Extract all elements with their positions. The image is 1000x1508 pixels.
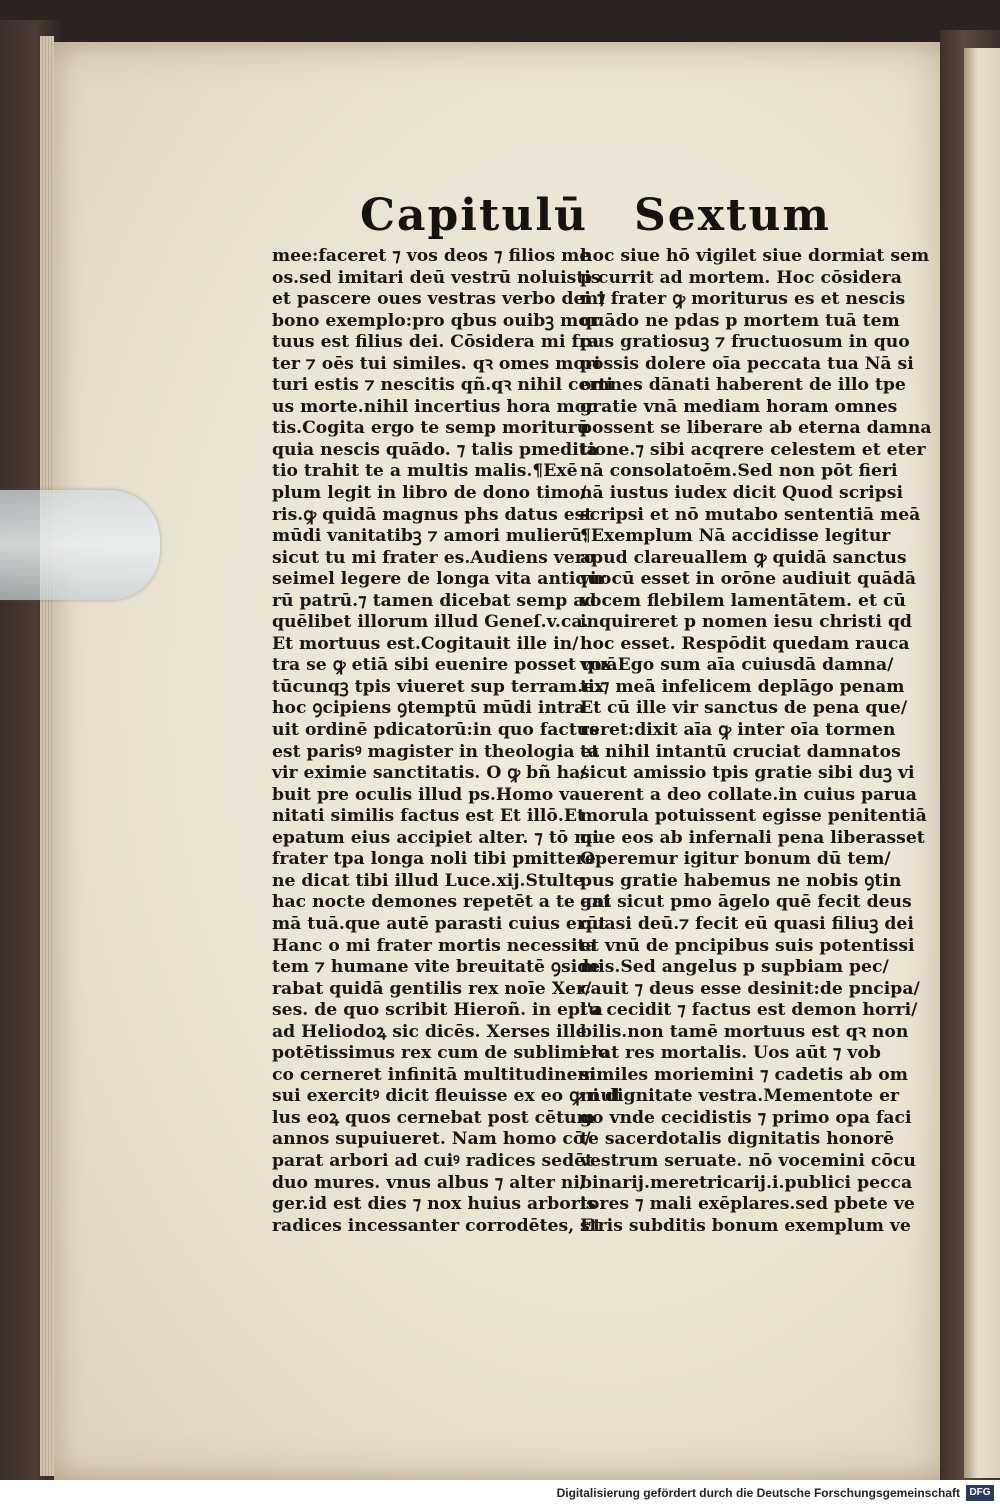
text-line: hac nocte demones repetēt a te ani: [272, 892, 611, 913]
text-line: sicut amissio tpis gratie sibi duꝫ vi: [580, 763, 915, 784]
text-line: annos supuiueret. Nam homo cō/: [272, 1129, 591, 1150]
chapter-heading: [360, 190, 831, 241]
text-line: os.sed imitari deū vestrū noluistis: [272, 267, 601, 288]
text-line: te sacerdotalis dignitatis honorē: [580, 1129, 895, 1150]
text-line: lus eoꝝ quos cernebat post cētum: [272, 1107, 595, 1128]
text-line: vir cū esset in orōne audiuit quādā: [580, 569, 916, 590]
text-line: radices incessanter corrodētes, Et: [272, 1215, 602, 1236]
text-line: buit pre oculis illud ps.Homo va: [272, 784, 581, 805]
text-line: tūcunqꝫ tpis viueret sup terram.ex: [272, 676, 605, 697]
text-line: tra se ꝙ etiā sibi euenire posset quā: [272, 655, 618, 676]
text-line: quēlibet illorum illud Geneſ.v.ca.: [272, 612, 589, 633]
text-line: pus gratie habemus ne nobis ꝯtin: [580, 870, 902, 891]
text-line: rabat quidā gentilis rex noīe Xer/: [272, 978, 592, 999]
text-line: omnes dānati haberent de illo tpe: [580, 375, 906, 396]
text-line: et pascere oues vestras verbo dei ⁊: [272, 289, 606, 310]
text-line: frater tpa longa noli tibi pmittere: [272, 849, 596, 870]
text-line: ris.ꝙ quidā magnus phs datus est: [272, 504, 593, 525]
text-line: tio trahit te a multis malis.¶Exē: [272, 461, 578, 482]
text-line: tu cecidit ⁊ factus est demon horri/: [580, 1000, 918, 1021]
text-line: sicut tu mi frater es.Audiens vero: [272, 547, 596, 568]
text-line: quia nescis quādo. ⁊ talis pmedita: [272, 439, 598, 460]
text-line: mūdi vanitatibꝫ ⁊ amori mulierū:: [272, 526, 589, 547]
text-line: epatum eius accipiet alter. ⁊ tō mi: [272, 827, 599, 848]
text-line: vir eximie sanctitatis. O ꝙ bñ ha/: [272, 763, 587, 784]
text-line: tores ⁊ mali exēplares.sed pbete ve: [580, 1194, 915, 1215]
left-text-column: [272, 246, 620, 1237]
text-line: sui exercitꝰ dicit fleuisse ex eo ꝙ nul: [272, 1086, 620, 1107]
text-line: ¶Exemplum Nā accidisse legitur: [580, 526, 891, 547]
text-line: mis.Sed angelus p supbiam pec/: [580, 957, 889, 978]
text-line: nitati similis factus est Et illō.Et: [272, 806, 585, 827]
dfg-logo: DFG: [966, 1485, 994, 1501]
text-line: uerent a deo collate.in cuius parua: [580, 784, 917, 805]
heading-word-2: Sextum: [634, 190, 831, 241]
text-line: uit ordinē pdicatorū:in quo factus: [272, 720, 599, 741]
glass-page-clip: [0, 490, 160, 600]
text-line: Operemur igitur bonum dū tem/: [580, 849, 891, 870]
text-line: co cerneret infinitā multitudinem: [272, 1064, 596, 1085]
text-line: turi estis ⁊ nescitis qñ.qꝛ nihil certi: [272, 375, 613, 396]
text-line: quasi deū.⁊ fecit eū quasi filiuꝫ dei: [580, 913, 914, 934]
text-line: parat arbori ad cuiꝰ radices sedēt: [272, 1150, 593, 1171]
text-line: us morte.nihil incertius hora mor: [272, 396, 596, 417]
text-line: p currit ad mortem. Hoc cōsidera: [580, 267, 902, 288]
text-line: hoc siue hō vigilet siue dormiat sem: [580, 246, 930, 266]
text-line: ter ⁊ oēs tui similes. qꝛ omes mori: [272, 353, 601, 374]
text-line: possis dolere oīa peccata tua Nā si: [580, 353, 914, 374]
text-line: morula potuissent egisse penitentiā: [580, 806, 927, 827]
text-line: rū patrū.⁊ tamen dicebat semp ad: [272, 590, 597, 611]
text-line: est parisꝰ magister in theologia et: [272, 741, 600, 762]
text-line: tione.⁊ sibi acqrere celestem et eter: [580, 439, 926, 460]
text-line: mi frater ꝙ moriturus es et nescis: [580, 289, 906, 310]
text-line: stris subditis bonum exemplum ve: [580, 1215, 911, 1236]
text-line: ne dicat tibi illud Luce.xij.Stulte: [272, 870, 584, 891]
text-line: tem ⁊ humane vite breuitatē ꝯside: [272, 957, 601, 978]
page-stack-edge: [40, 36, 54, 1476]
text-line: binarij.meretricarij.i.publici pecca: [580, 1172, 913, 1193]
heading-word-1: Capitulū: [360, 190, 589, 241]
text-line: ses. de quo scribit Hieroñ. in epl'a: [272, 1000, 603, 1021]
text-line: ti:⁊ meā infelicem deplāgo penam: [580, 676, 905, 697]
text-line: pus gratiosuꝫ ⁊ fructuosum in quo: [580, 332, 910, 353]
text-line: nā consolatoēm.Sed non pōt fieri: [580, 461, 898, 482]
text-line: ni dignitate vestra.Mementote er: [580, 1086, 900, 1107]
text-line: plum legit in libro de dono timo/: [272, 483, 587, 504]
text-line: reret:dixit aīa ꝙ inter oīa tormen: [580, 720, 896, 741]
text-line: ad Heliodoꝝ sic dicēs. Xerses ille: [272, 1021, 587, 1042]
right-text-column: [580, 246, 932, 1237]
text-line: erat res mortalis. Uos aūt ⁊ vob: [580, 1043, 881, 1064]
text-line: scripsi et nō mutabo sententiā meā: [580, 504, 921, 525]
text-line: tuus est filius dei. Cōsidera mi fra: [272, 332, 600, 353]
text-line: potētissimus rex cum de sublimi lo: [272, 1043, 610, 1064]
text-line: hoc esset. Respōdit quedam rauca: [580, 633, 910, 654]
text-line: mee:faceret ⁊ vos deos ⁊ filios me: [272, 246, 591, 266]
text-line: Hanc o mi frater mortis necessita: [272, 935, 597, 956]
text-line: tis.Cogita ergo te semp moriturū: [272, 418, 590, 439]
text-line: seimel legere de longa vita antiquo: [272, 569, 612, 590]
text-line: go vnde cecidistis ⁊ primo opa faci: [580, 1107, 912, 1128]
text-line: inquireret p nomen iesu christi qd: [580, 612, 912, 633]
text-line: nā iustus iudex dicit Quod scripsi: [580, 483, 903, 504]
text-line: possent se liberare ab eterna damna: [580, 418, 932, 439]
text-line: gratie vnā mediam horam omnes: [580, 396, 898, 417]
text-line: Et cū ille vir sanctus de pena que/: [580, 698, 908, 719]
text-line: ger.id est dies ⁊ nox huius arboris: [272, 1194, 596, 1215]
text-line: bono exemplo:pro qbus ouibꝫ mor: [272, 310, 599, 331]
text-line: apud clareuallem ꝙ quidā sanctus: [580, 547, 907, 568]
footer-bar: [0, 1480, 1000, 1508]
text-line: bilis.non tamē mortuus est qꝛ non: [580, 1021, 909, 1042]
footer-credit: Digitalisierung gefördert durch die Deutsche Forschungsgemeinschaft: [556, 1486, 960, 1500]
text-line: similes moriemini ⁊ cadetis ab om: [580, 1064, 908, 1085]
text-line: hoc ꝯcipiens ꝯtemptū mūdi intra: [272, 698, 586, 719]
text-line: vox.Ego sum aīa cuiusdā damna/: [580, 655, 894, 676]
text-line: que eos ab infernali pena liberasset: [580, 827, 925, 848]
text-line: quādo ne pdas p mortem tuā tem: [580, 310, 900, 331]
text-line: Et mortuus est.Cogitauit ille in/: [272, 633, 579, 654]
text-line: cauit ⁊ deus esse desinit:de pncipa/: [580, 978, 920, 999]
text-line: duo mures. vnus albus ⁊ alter ni/: [272, 1172, 587, 1193]
text-line: et vnū de pncipibus suis potentissi: [580, 935, 915, 956]
text-line: ta nihil intantū cruciat damnatos: [580, 741, 901, 762]
next-page-edge: [964, 48, 1000, 1478]
text-line: mā tuā.que autē parasti cuius erūt: [272, 913, 607, 934]
text-line: vocem flebilem lamentātem. et cū: [580, 590, 906, 611]
text-line: gat sicut pmo āgelo quē fecit deus: [580, 892, 912, 913]
text-line: vestrum seruate. nō vocemini cōcu: [580, 1150, 916, 1171]
